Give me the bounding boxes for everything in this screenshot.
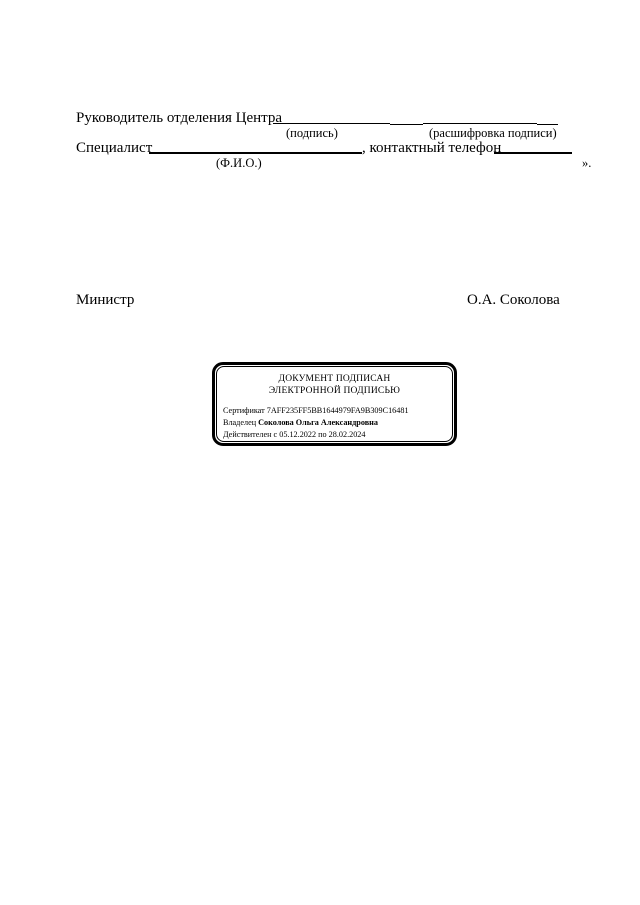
phone-underline — [494, 152, 572, 154]
stamp-valid-to-prefix: по — [318, 430, 327, 439]
stamp-title-line1: ДОКУМЕНТ ПОДПИСАН — [278, 374, 391, 384]
signoff-position: Министр — [76, 292, 135, 308]
stamp-valid-to: 28.02.2024 — [328, 430, 366, 439]
decoding-underline — [423, 123, 537, 124]
signature-gap-underline — [390, 124, 423, 125]
fio-caption: (Ф.И.О.) — [216, 156, 262, 170]
stamp-certificate-value: 7AFF235FF5BB1644979FA9B309C16481 — [266, 406, 409, 415]
phone-label: , контактный телефон — [362, 140, 502, 156]
closing-mark: ». — [582, 156, 592, 170]
stamp-certificate-label: Сертификат — [223, 406, 265, 415]
decoding-caption: (расшифровка подписи) — [429, 126, 557, 140]
stamp-owner-row — [223, 418, 378, 428]
signoff-name: О.А. Соколова — [467, 292, 560, 308]
stamp-owner-label: Владелец — [223, 418, 257, 427]
stamp-valid-from: 05.12.2022 — [279, 430, 317, 439]
stamp-title-line2: ЭЛЕКТРОННОЙ ПОДПИСЬЮ — [268, 386, 401, 396]
signature-underline — [273, 123, 390, 124]
stamp-valid-from-prefix: с — [273, 430, 278, 439]
stamp-certificate-row — [223, 406, 409, 416]
specialist-name-underline — [149, 152, 362, 154]
stamp-valid-label: Действителен — [223, 430, 272, 439]
specialist-label: Специалист — [76, 140, 153, 156]
signature-caption: (подпись) — [286, 126, 338, 140]
stamp-owner-value: Соколова Ольга Александровна — [258, 418, 378, 427]
stamp-validity-row — [223, 430, 365, 440]
head-label: Руководитель отделения Центра — [76, 110, 283, 126]
decoding-tail-underline — [537, 124, 558, 125]
